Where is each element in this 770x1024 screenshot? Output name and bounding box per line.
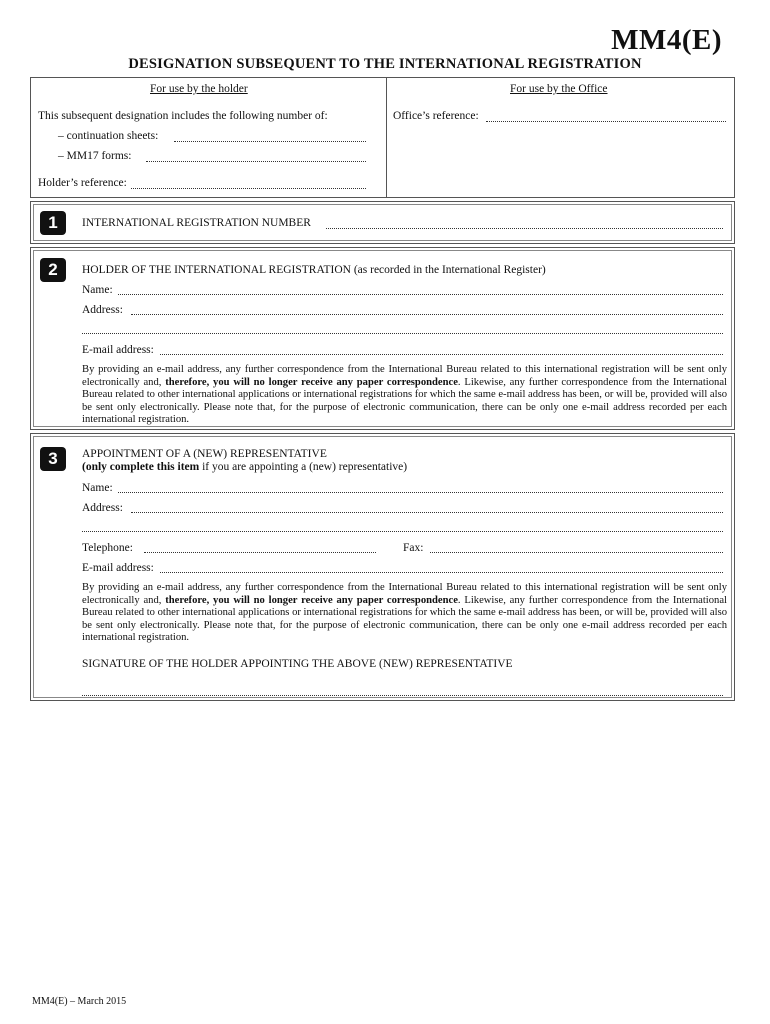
- holder-address-line-2[interactable]: [82, 333, 723, 334]
- section-2-badge: 2: [40, 258, 66, 282]
- representative-email-label: E-mail address:: [82, 562, 154, 574]
- holders-reference-field[interactable]: [131, 188, 366, 189]
- holder-address-field[interactable]: [131, 314, 723, 315]
- holder-email-notice: By providing an e-mail address, any further correspondence from the International Bureau related to this international registration will be sent only electronically and, therefore, you will no longer receive any paper correspondence. Likewise, any further correspondence from the International Bureau related to other international applications or international registrations for which the same e-mail address has been, or will be, provided will also be sent only electronically. Please note that, for the purpose of electronic communication, there can be only one e-mail address recorded per each international registration.: [82, 364, 727, 426]
- holder-email-label: E-mail address:: [82, 344, 154, 356]
- office-use-heading: For use by the Office: [510, 83, 608, 95]
- representative-fax-label: Fax:: [403, 542, 424, 554]
- representative-telephone-field[interactable]: [144, 552, 376, 553]
- holder-name-label: Name:: [82, 284, 113, 296]
- representative-address-field[interactable]: [131, 512, 723, 513]
- section-1-badge: 1: [40, 211, 66, 235]
- document-title: DESIGNATION SUBSEQUENT TO THE INTERNATIONAL REGISTRATION: [128, 56, 642, 72]
- international-registration-number-field[interactable]: [326, 228, 723, 229]
- offices-reference-label: Office’s reference:: [393, 110, 479, 122]
- representative-address-label: Address:: [82, 502, 123, 514]
- holder-heading: HOLDER OF THE INTERNATIONAL REGISTRATION (as recorded in the International Register): [82, 264, 546, 276]
- subsequent-designation-text: This subsequent designation includes the following number of:: [38, 110, 328, 122]
- representative-name-field[interactable]: [118, 492, 723, 493]
- header-divider: [386, 77, 387, 198]
- representative-subheading: (only complete this item if you are appointing a (new) representative): [82, 461, 408, 473]
- offices-reference-field[interactable]: [486, 121, 726, 122]
- representative-name-label: Name:: [82, 482, 113, 494]
- international-registration-number-label: INTERNATIONAL REGISTRATION NUMBER: [82, 217, 311, 229]
- mm17-forms-label: – MM17 forms:: [58, 150, 132, 162]
- continuation-sheets-field[interactable]: [174, 141, 366, 142]
- representative-email-field[interactable]: [160, 572, 723, 573]
- holder-email-field[interactable]: [160, 354, 723, 355]
- footer-form-version: MM4(E) – March 2015: [32, 996, 127, 1007]
- holders-reference-label: Holder’s reference:: [38, 177, 127, 189]
- representative-address-line-2[interactable]: [82, 531, 723, 532]
- section-3-badge: 3: [40, 447, 66, 471]
- representative-email-notice: By providing an e-mail address, any further correspondence from the International Bureau related to this international registration will be sent only electronically and, therefore, you will no longer receive any paper correspondence. Likewise, any further correspondence from the International Bureau related to other international applications or international registrations for which the same e-mail address has been, or will be, provided will also be sent only electronically. Please note that, for the purpose of electronic communication, there can be only one e-mail address recorded per each international registration.: [82, 582, 727, 644]
- representative-heading: APPOINTMENT OF A (NEW) REPRESENTATIVE: [82, 448, 327, 460]
- signature-label: SIGNATURE OF THE HOLDER APPOINTING THE ABOVE (NEW) REPRESENTATIVE: [82, 658, 513, 670]
- mm17-forms-field[interactable]: [146, 161, 366, 162]
- form-code: MM4(E): [611, 24, 722, 56]
- continuation-sheets-label: – continuation sheets:: [58, 130, 159, 142]
- holder-name-field[interactable]: [118, 294, 723, 295]
- representative-telephone-label: Telephone:: [82, 542, 133, 554]
- holder-use-heading: For use by the holder: [150, 83, 248, 95]
- signature-field[interactable]: [82, 695, 723, 696]
- representative-fax-field[interactable]: [430, 552, 723, 553]
- holder-address-label: Address:: [82, 304, 123, 316]
